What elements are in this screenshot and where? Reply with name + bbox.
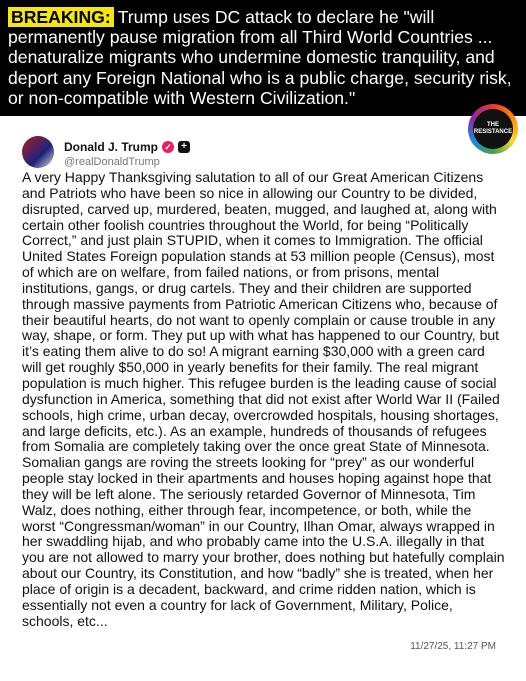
author-row (64, 140, 190, 154)
post-timestamp: 11/27/25, 11:27 PM (410, 641, 496, 652)
avatar[interactable] (22, 136, 54, 168)
resistance-logo (468, 104, 518, 154)
logo-text-line1: THE (487, 122, 499, 128)
breaking-tag: BREAKING: (8, 7, 114, 27)
post-body: A very Happy Thanksgiving salutation to all of our Great American Citizens and Patriots who have been so nice in allowing our Country to be divided, disrupted, carved up, murdered, beaten, mugged, and laughed at, along with certain other foolish countries throughout the World, for being “Politically Correct,” and just plain STUPID, when it comes to Immigration. The official United States Foreign population stands at 53 million people (Census), most of which are on welfare, from failed nations, or from prisons, mental institutions, gangs, or drug cartels. They and their children are supported through massive payments from Patriotic American Citizens who, because of their beautiful hearts, do not want to openly complain or cause trouble in any way, shape, or form. They put up with what has happened to our Country, but it’s eating them alive to do so! A migrant earning $30,000 with a green card will get roughly $50,000 in yearly benefits for their family. The real migrant population is much higher. This refugee burden is the leading cause of social dysfunction in America, something that did not exist after World War II (Failed schools, high crime, urban decay, overcrowded hospitals, housing shortages, and large deficits, etc.). As an example, hundreds of thousands of refugees from Somalia are completely taking over the once great State of Minnesota. Somalian gangs are roving the streets looking for “prey” as our wonderful people stay locked in their apartments and houses hoping against hope that they will be left alone. The seriously retarded Governor of Minnesota, Tim Walz, does nothing, either through fear, incompetence, or both, while the worst “Congressman/woman” in our Country, Ilhan Omar, always wrapped in her swaddling hijab, and who probably came into the U.S.A. illegally in that you are not allowed to marry your brother, does nothing but hatefully complain about our Country, its Constitution, and how “badly” she is treated, when her place of origin is a decadent, backward, and crime ridden nation, which is essentially not even a country for lack of Government, Military, Police, schools, etc... (22, 169, 505, 629)
banner-headline: Trump uses DC attack to declare he "will permanently pause migration from all Third World Countries ... denaturalize migrants who undermine domestic tranquility, and deport any Foreign National who is a public charge, security risk, or non-compatible with Western Civilization." (8, 7, 512, 108)
author-name[interactable]: Donald J. Trump (64, 140, 159, 154)
breaking-banner (0, 0, 526, 116)
author-handle[interactable]: @realDonaldTrump (64, 156, 160, 168)
logo-text-line2: RESISTANCE (473, 129, 513, 135)
verified-icon: ✓ (162, 141, 174, 153)
plus-icon: + (178, 141, 190, 153)
logo-badge (473, 109, 513, 149)
